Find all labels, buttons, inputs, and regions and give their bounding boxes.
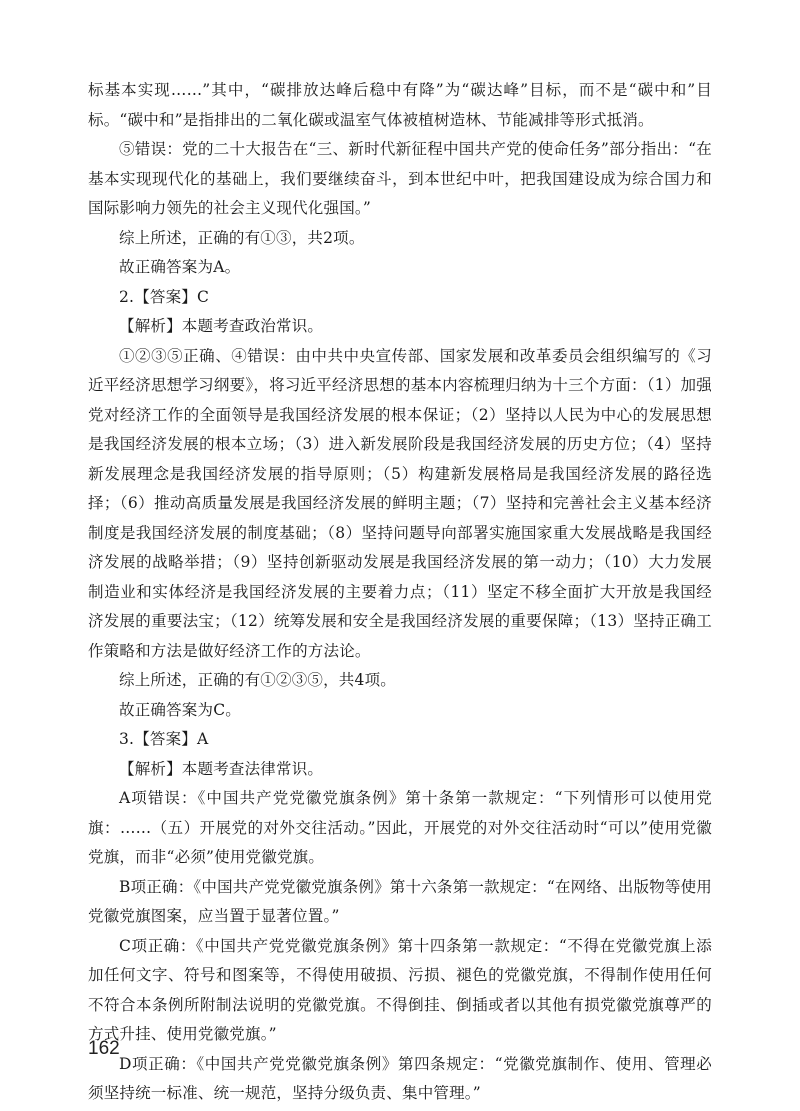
paragraph: 故正确答案为A。 [119,258,241,276]
paragraph: 综上所述，正确的有①②③⑤，共4项。 [119,671,396,689]
paragraph: ①②③⑤正确、④错误：由中共中央宣传部、国家发展和改革委员会组织编写的《习近平经济思想学习纲要》，将习近平经济思想的基本内容梳理归纳为十三个方面：（1）加强党对经济工作的全面领导是我国经济发展的根本保证；（2）坚持以人民为中心的发展思想是我国经济发展的根本立场；（3）进入新发展阶段是我国经济发展的历史方位；（4）坚持新发展理念是我国经济发展的指导原则；（5）构建新发展格局是我国经济发展的路径选择；（6）推动高质量发展是我国经济发展的鲜明主题；（7）坚持和完善社会主义基本经济制度是我国经济发展的制度基础；（8）坚持问题导向部署实施国家重大发展战略是我国经济发展的战略举措；（9）坚持创新驱动发展是我国经济发展的第一动力；（10）大力发展制造业和实体经济是我国经济发展的主要着力点；（11）坚定不移全面扩大开放是我国经济发展的重要法宝；（12）统筹发展和安全是我国经济发展的重要保障；（13）坚持正确工作策略和方法是做好经济工作的方法论。 [88,346,712,660]
page-body [88,76,712,1109]
paragraph: ⑤错误：党的二十大报告在“三、新时代新征程中国共产党的使命任务”部分指出：“在基本实现现代化的基础上，我们要继续奋斗，到本世纪中叶，把我国建设成为综合国力和国际影响力领先的社会主义现代化强国。” [88,140,712,217]
paragraph: 2.【答案】C [119,287,210,306]
paragraph: C项正确：《中国共产党党徽党旗条例》第十四条第一款规定：“不得在党徽党旗上添加任何文字、符号和图案等，不得使用破损、污损、褪色的党徽党旗，不得制作使用任何不符合本条例所附制法说明的党徽党旗。不得倒挂、倒插或者以其他有损党徽党旗尊严的方式升挂、使用党徽党旗。” [88,936,712,1043]
paragraph: 综上所述，正确的有①③，共2项。 [119,228,365,247]
page-number: 162 [88,1038,120,1059]
paragraph: D项正确：《中国共产党党徽党旗条例》第四条规定：“党徽党旗制作、使用、管理必须坚持统一标准、统一规范，坚持分级负责、集中管理。” [88,1054,712,1102]
paragraph: 故正确答案为C。 [119,700,241,719]
paragraph: A项错误：《中国共产党党徽党旗条例》第十条第一款规定：“下列情形可以使用党旗：……（五）开展党的对外交往活动。”因此，开展党的对外交往活动时“可以”使用党徽党旗，而非“必须”使用党徽党旗。 [88,789,712,866]
paragraph: 标基本实现……”其中，“碳排放达峰后稳中有降”为“碳达峰”目标，而不是“碳中和”目标。“碳中和”是指排出的二氧化碳或温室气体被植树造林、节能减排等形式抵消。 [88,81,712,129]
paragraph: B项正确：《中国共产党党徽党旗条例》第十六条第一款规定：“在网络、出版物等使用党徽党旗图案，应当置于显著位置。” [88,877,712,925]
paragraph: 【解析】本题考查政治常识。 [119,317,324,335]
paragraph: 3.【答案】A [119,730,209,748]
paragraph: 【解析】本题考查法律常识。 [119,759,324,778]
